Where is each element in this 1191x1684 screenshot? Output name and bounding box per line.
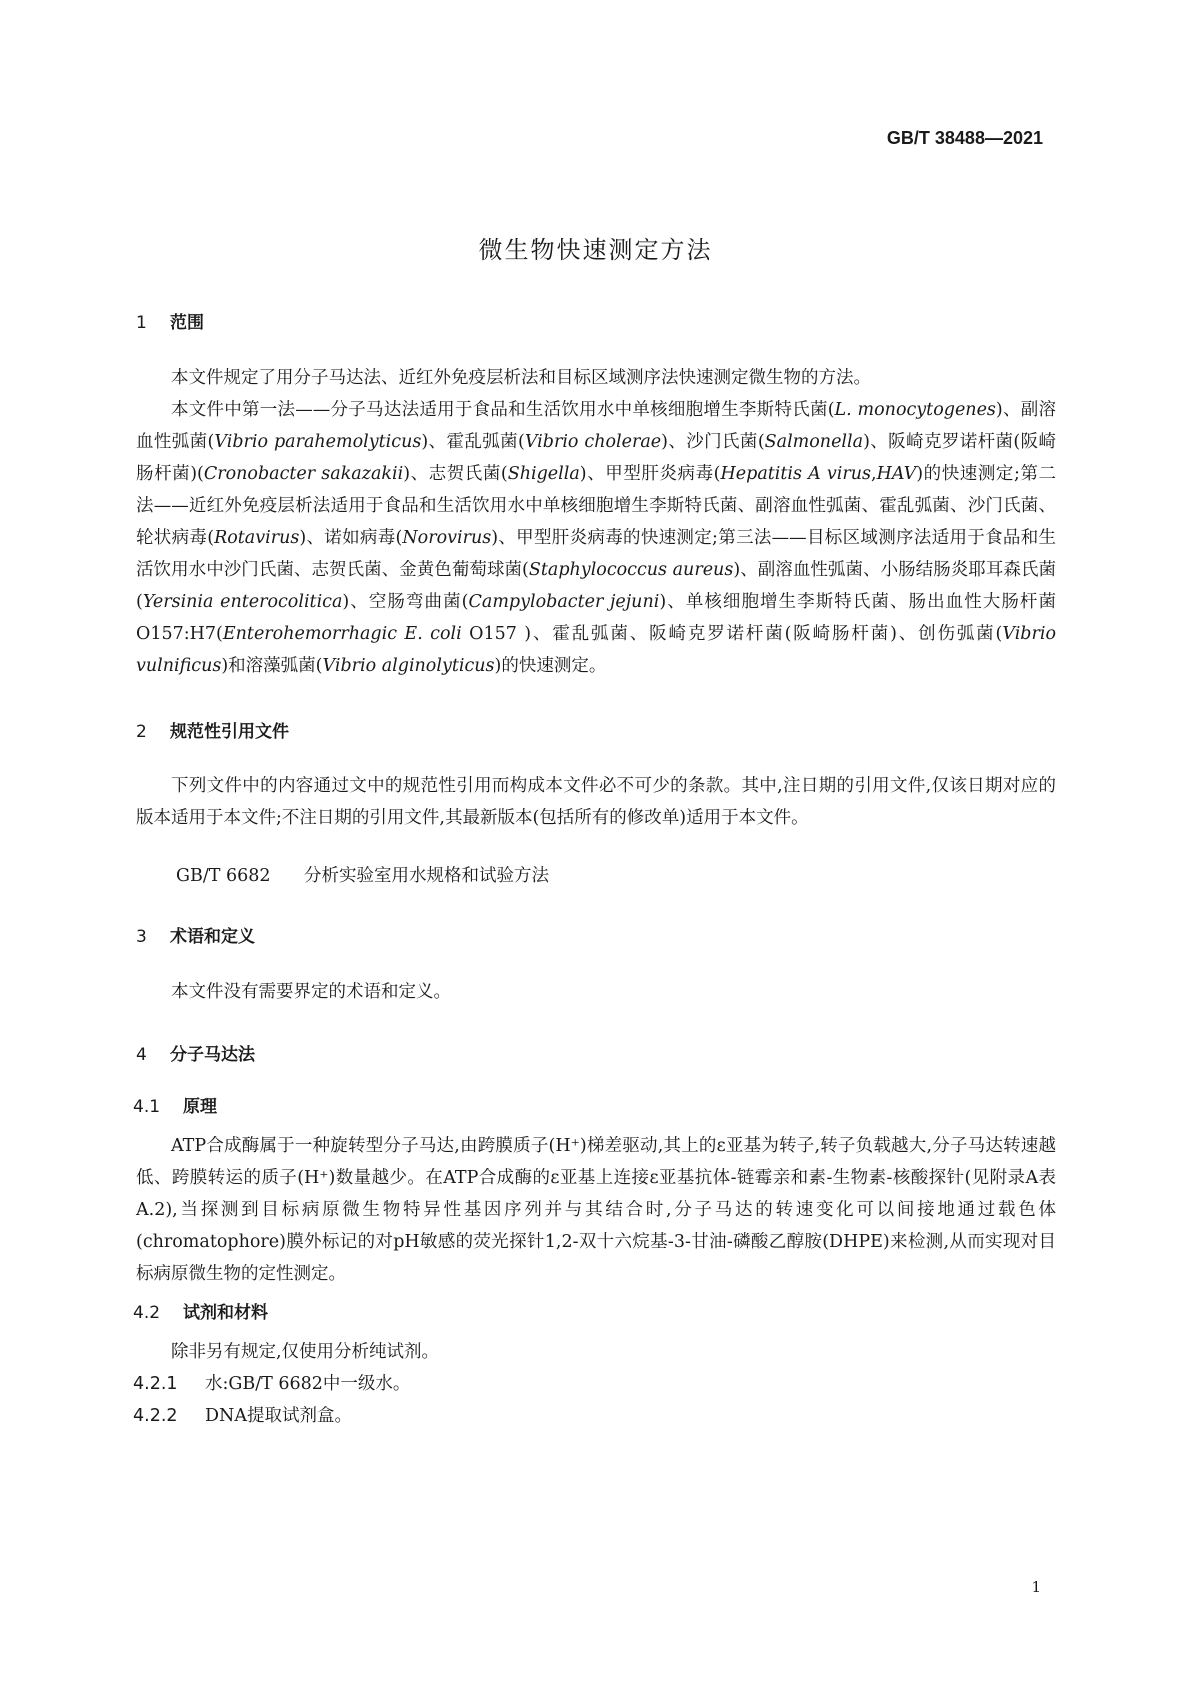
- normative-text: [136, 770, 1056, 834]
- page-number: 1: [1031, 1578, 1041, 1596]
- reference-code: GB/T 6682: [176, 866, 271, 886]
- terms-paragraph: 本文件没有需要界定的术语和定义。: [171, 982, 451, 1002]
- section-number: 3: [136, 927, 147, 947]
- normative-reference: [176, 862, 549, 887]
- section-heading-terms: [136, 922, 255, 947]
- section-title: 规范性引用文件: [170, 722, 289, 742]
- item-number: 4.2.1: [133, 1374, 178, 1394]
- reagents-intro: [136, 1336, 1056, 1368]
- subsection-heading-reagents: [133, 1298, 268, 1323]
- section-heading-molecular-motor: [136, 1040, 255, 1065]
- principle-paragraph: ATP合成酶属于一种旋转型分子马达,由跨膜质子(H⁺)梯差驱动,其上的ε亚基为转子,转子负载越大,分子马达转速越低、跨膜转运的质子(H⁺)数量越少。在ATP合成酶的ε亚基上连接ε亚基抗体-链霉亲和素-生物素-核酸探针(见附录A表A.2),当探测到目标病原微生物特异性基因序列并与其结合时,分子马达的转速变化可以间接地通过载色体(chromatophore)膜外标记的对pH敏感的荧光探针1,2-双十六烷基-3-甘油-磷酸乙醇胺(DHPE)来检测,从而实现对目标病原微生物的定性测定。: [136, 1136, 1056, 1284]
- subsection-number: 4.2: [133, 1303, 161, 1323]
- subsection-heading-principle: [133, 1092, 217, 1117]
- item-text: 水:GB/T 6682中一级水。: [205, 1374, 411, 1394]
- scope-paragraph-1: 本文件规定了用分子马达法、近红外免疫层析法和目标区域测序法快速测定微生物的方法。: [171, 368, 871, 388]
- subsection-title: 试剂和材料: [183, 1303, 268, 1323]
- section-heading-scope: [136, 308, 204, 333]
- document-title: 微生物快速测定方法: [478, 236, 713, 264]
- normative-paragraph: 下列文件中的内容通过文中的规范性引用而构成本文件必不可少的条款。其中,注日期的引用文件,仅该日期对应的版本适用于本文件;不注日期的引用文件,其最新版本(包括所有的修改单)适用于本文件。: [136, 776, 1056, 828]
- reagent-item: [133, 1402, 352, 1427]
- section-number: 1: [136, 313, 147, 333]
- section-title: 分子马达法: [170, 1045, 255, 1065]
- section-number: 4: [136, 1045, 147, 1065]
- section-heading-normative: [136, 717, 289, 742]
- subsection-number: 4.1: [133, 1097, 161, 1117]
- scope-text: [136, 362, 1056, 682]
- reagents-intro-paragraph: 除非另有规定,仅使用分析纯试剂。: [171, 1342, 440, 1362]
- principle-text: [136, 1130, 1056, 1290]
- subsection-title: 原理: [183, 1097, 217, 1117]
- section-number: 2: [136, 722, 147, 742]
- item-text: DNA提取试剂盒。: [205, 1406, 352, 1426]
- section-title: 范围: [170, 313, 204, 333]
- reagent-item: [133, 1370, 410, 1395]
- section-title: 术语和定义: [170, 927, 255, 947]
- terms-text: [136, 976, 1056, 1008]
- scope-paragraph-2: 本文件中第一法——分子马达法适用于食品和生活饮用水中单核细胞增生李斯特氏菌(L. monocytogenes)、副溶血性弧菌(Vibrio parahemolyticus)、霍乱弧菌(Vibrio cholerae)、沙门氏菌(Salmonella)、阪崎克罗诺杆菌(阪崎肠杆菌)(Cronobacter sakazakii)、志贺氏菌(Shigella)、甲型肝炎病毒(Hepatitis A virus,HAV)的快速测定;第二法——近红外免疫层析法适用于食品和生活饮用水中单核细胞增生李斯特氏菌、副溶血性弧菌、霍乱弧菌、沙门氏菌、轮状病毒(Rotavirus)、诺如病毒(Norovirus)、甲型肝炎病毒的快速测定;第三法——目标区域测序法适用于食品和生活饮用水中沙门氏菌、志贺氏菌、金黄色葡萄球菌(Staphylococcus aureus)、副溶血性弧菌、小肠结肠炎耶耳森氏菌(Yersinia enterocolitica)、空肠弯曲菌(Campylobacter jejuni)、单核细胞增生李斯特氏菌、肠出血性大肠杆菌O157:H7(Enterohemorrhagic E. coli O157 )、霍乱弧菌、阪崎克罗诺杆菌(阪崎肠杆菌)、创伤弧菌(Vibrio vulnificus)和溶藻弧菌(Vibrio alginolyticus)的快速测定。: [136, 400, 1057, 676]
- reference-title: 分析实验室用水规格和试验方法: [304, 866, 549, 886]
- item-number: 4.2.2: [133, 1406, 178, 1426]
- standard-number: GB/T 38488—2021: [886, 128, 1043, 148]
